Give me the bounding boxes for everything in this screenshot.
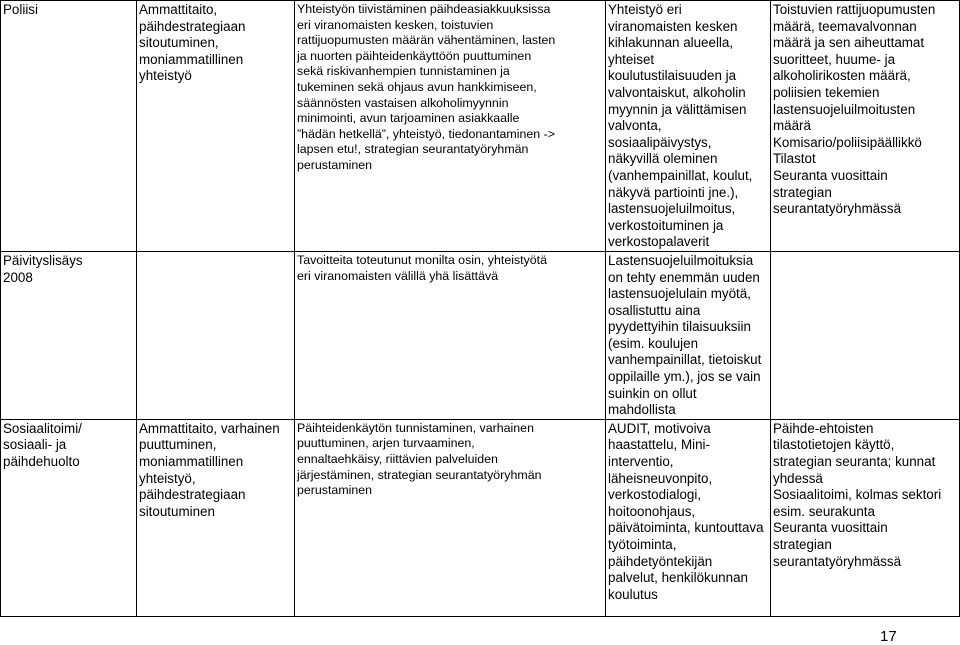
goal-cell (295, 1, 606, 252)
action-text: AUDIT, motivoiva haastattelu, Mini- interventio, läheisneuvonpito, verkostodialogi, hoitoonohjaus, päivätoiminta, kuntouttava työtoiminta, päihdetyöntekijän palvelut, henkilökunnan koulutus (608, 420, 764, 602)
action-text: Yhteistyö eri viranomaisten kesken kihlakunnan alueella, yhteiset koulutustilaisuuden ja valvontaiskut, alkoholin myynnin ja välittämisen valvonta, sosiaalipäivystys, näkyvillä oleminen (vanhempainillat, koulut, näkyvä partiointi jne.), lastensuojeluilmoitus, verkostoituminen ja verkostopalaverit (608, 2, 753, 250)
goal-text: Yhteistyön tiivistäminen päihdeasiakkuuksissa eri viranomaisten kesken, toistuvien rattijuopumusten määrän vähentäminen, lasten ja nuorten päihteidenkäyttöön puuttuminen sekä riskivanhempien tunnistaminen ja tukeminen sekä ohjaus avun hankkimiseen, säännösten vastaisen alkoholimyynnin minimointi, avun tarjoaminen asiakkaalle ”hädän hetkellä”, yhteistyö, tiedonantaminen -> lapsen etu!, strategian seurantatyöryhmän perustaminen (297, 2, 556, 172)
area-cell (1, 419, 137, 616)
table-row (1, 419, 960, 616)
goal-text: Päihteidenkäytön tunnistaminen, varhainen puuttuminen, arjen turvaaminen, ennaltaehkäisy, riittävien palveluiden järjestäminen, strategian seurantatyöryhmän perustaminen (297, 420, 542, 498)
table-row (1, 1, 960, 252)
measure-text: Päihde-ehtoisten tilastotietojen käyttö, strategian seuranta; kunnat yhdessä Sosiaalitoimi, kolmas sektori esim. seurakunta Seuranta vuosittain strategian seurantatyöryhmässä (773, 420, 942, 569)
area-text: Päivityslisäys 2008 (3, 252, 83, 285)
measure-cell (771, 1, 960, 252)
actor-cell (137, 1, 295, 252)
actor-text: Ammattitaito, päihdestrategiaan sitoutuminen, moniammatillinen yhteistyö (139, 2, 246, 84)
action-cell (606, 1, 771, 252)
area-cell (1, 1, 137, 252)
actor-cell (137, 251, 295, 419)
measure-cell (771, 251, 960, 419)
actor-cell (137, 419, 295, 616)
area-cell (1, 251, 137, 419)
table-row (1, 251, 960, 419)
area-text: Sosiaalitoimi/ sosiaali- ja päihdehuolto (3, 420, 82, 470)
measure-text: Toistuvien rattijuopumusten määrä, teemavalvonnan määrä ja sen aiheuttamat suoritteet, huume- ja alkoholirikosten määrä, poliisien tekemien lastensuojeluilmoitusten määrä Komisario/poliisipäällikkö Tilastot Seuranta vuosittain strategian seurantatyöryhmässä (773, 2, 936, 217)
goal-cell (295, 419, 606, 616)
action-text: Lastensuojeluilmoituksia on tehty enemmän uuden lastensuojelulain myötä, osallistuttu aina pyydettyihin tilaisuuksiin (esim. koulujen vanhempainillat, tietoiskut oppilaille ym.), jos se vain suinkin on ollut mahdollista (608, 252, 762, 418)
action-cell (606, 419, 771, 616)
goal-cell (295, 251, 606, 419)
action-cell (606, 251, 771, 419)
measure-cell (771, 419, 960, 616)
goal-text: Tavoitteita toteutunut monilta osin, yhteistyötä eri viranomaisten välillä yhä lisättävä (297, 252, 548, 283)
actor-text: Ammattitaito, varhainen puuttuminen, moniammatillinen yhteistyö, päihdestrategiaan sitoutuminen (139, 420, 280, 519)
page-number: 17 (880, 628, 897, 645)
area-text: Poliisi (3, 2, 38, 17)
